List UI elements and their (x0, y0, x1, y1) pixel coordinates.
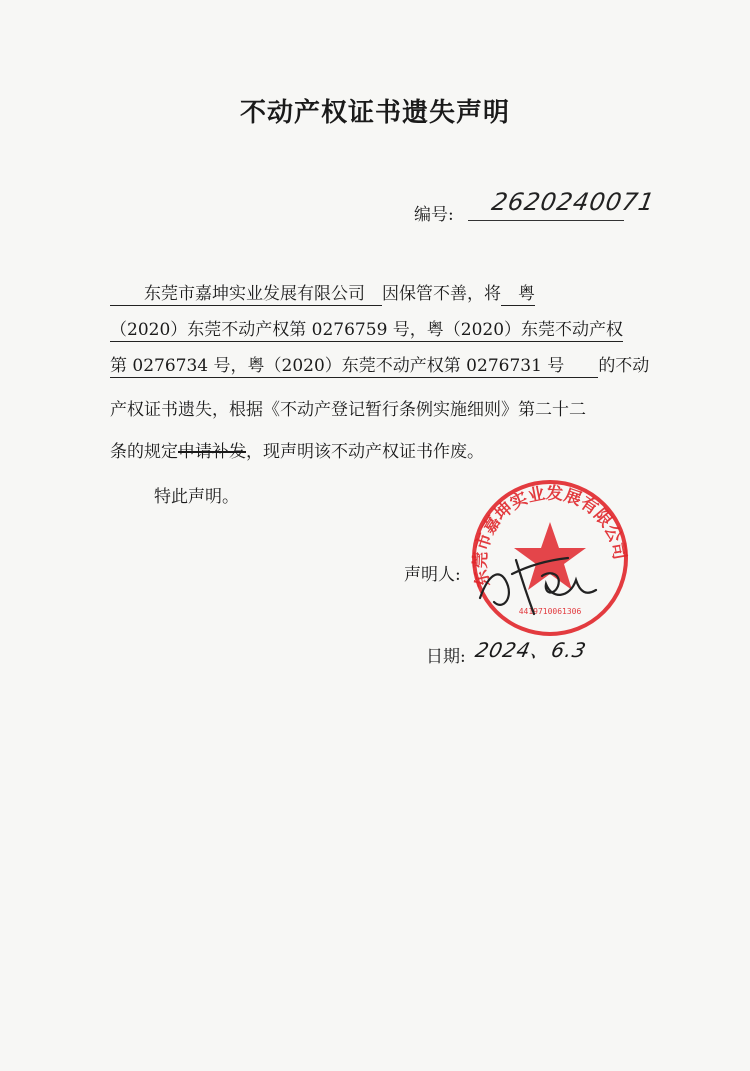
handwritten-signature (472, 540, 602, 620)
line2-underlined: （2020）东莞不动产权第 0276759 号，粤（2020）东莞不动产权 (110, 320, 624, 340)
date-row (426, 638, 589, 667)
closing-text: 特此声明。 (154, 487, 239, 507)
seal-text: 东莞市嘉坤实业发展有限公司 (470, 483, 630, 589)
line1-mid-text: 因保管不善，将 (382, 284, 501, 304)
number-handwritten: 2620240071 (489, 188, 658, 216)
declarant-label: 声明人: (404, 565, 461, 585)
line1-end-underlined: 粤 (501, 284, 535, 306)
line3-underlined: 第 0276734 号，粤（2020）东莞不动产权第 0276731 号 (110, 356, 598, 378)
number-field (468, 188, 658, 221)
body-line-3 (110, 354, 649, 378)
date-label: 日期: (426, 647, 466, 667)
body-line-4: 产权证书遗失，根据《不动产登记暂行条例实施细则》第二十二 (110, 400, 586, 420)
struck-text: 申请补发 (178, 442, 246, 462)
company-name-underlined: 东莞市嘉坤实业发展有限公司 (110, 284, 382, 306)
body-line-2 (110, 318, 623, 342)
body-line-5: 条的规定申请补发，现声明该不动产权证书作废。 (110, 442, 484, 462)
seal-code: 4419710061306 (518, 607, 582, 616)
line3-end-text: 的不动 (598, 356, 650, 376)
date-handwritten: 2024、6.3 (473, 638, 589, 662)
document-title: 不动产权证书遗失声明 (239, 98, 510, 128)
body-line-1 (110, 282, 535, 306)
number-label: 编号: (414, 205, 454, 225)
